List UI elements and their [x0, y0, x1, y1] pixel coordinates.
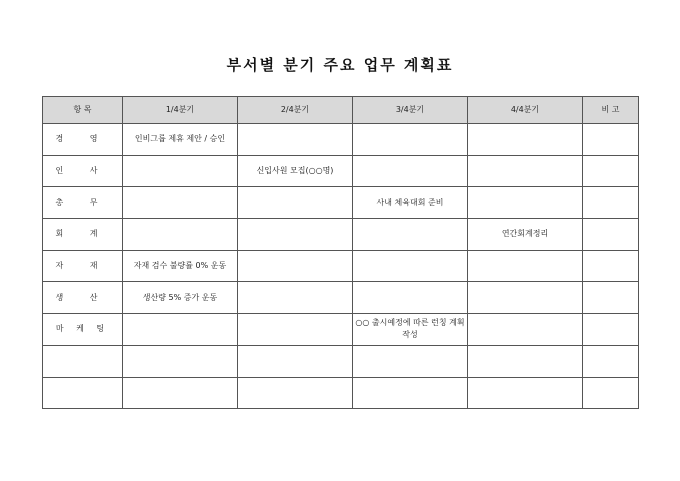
table-row	[43, 219, 639, 251]
cell-remarks	[583, 377, 639, 409]
cell-q4	[468, 345, 583, 377]
cell-q4: 연간회계정리	[468, 219, 583, 251]
cell-q1: 생산량 5% 증가 운동	[123, 282, 238, 314]
header-q4: 4/4분기	[468, 97, 583, 124]
document-title: 부서별 분기 주요 업무 계획표	[226, 56, 454, 74]
cell-remarks	[583, 250, 639, 282]
cell-q4	[468, 377, 583, 409]
cell-remarks	[583, 187, 639, 219]
plan-table	[42, 96, 639, 409]
table-row	[43, 250, 639, 282]
table-header-row	[43, 97, 639, 124]
cell-q1	[123, 187, 238, 219]
table-row	[43, 314, 639, 346]
cell-q2	[238, 314, 353, 346]
cell-q3: 사내 체육대회 준비	[353, 187, 468, 219]
cell-q4	[468, 124, 583, 156]
cell-remarks	[583, 345, 639, 377]
table-row	[43, 377, 639, 409]
table-row	[43, 282, 639, 314]
cell-q3	[353, 219, 468, 251]
cell-q2	[238, 345, 353, 377]
cell-remarks	[583, 124, 639, 156]
cell-q4	[468, 282, 583, 314]
cell-q2	[238, 219, 353, 251]
row-item	[43, 345, 123, 377]
table-row	[43, 155, 639, 187]
cell-q4	[468, 187, 583, 219]
cell-q1	[123, 155, 238, 187]
row-item: 인 사	[43, 155, 123, 187]
cell-q1	[123, 377, 238, 409]
row-item: 경 영	[43, 124, 123, 156]
cell-q2	[238, 250, 353, 282]
cell-q3	[353, 345, 468, 377]
cell-q4	[468, 250, 583, 282]
header-remarks: 비 고	[583, 97, 639, 124]
cell-q2	[238, 377, 353, 409]
cell-q3	[353, 377, 468, 409]
cell-q2	[238, 187, 353, 219]
header-q2: 2/4분기	[238, 97, 353, 124]
table-row	[43, 124, 639, 156]
row-item: 생 산	[43, 282, 123, 314]
row-item	[43, 377, 123, 409]
header-q3: 3/4분기	[353, 97, 468, 124]
cell-q1	[123, 345, 238, 377]
cell-remarks	[583, 282, 639, 314]
row-item: 마 케 팅	[43, 314, 123, 346]
table-row	[43, 187, 639, 219]
cell-q1	[123, 219, 238, 251]
cell-q4	[468, 314, 583, 346]
cell-q1: 자재 검수 불량률 0% 운동	[123, 250, 238, 282]
row-item: 회 계	[43, 219, 123, 251]
header-q1: 1/4분기	[123, 97, 238, 124]
header-item: 항 목	[43, 97, 123, 124]
cell-q4	[468, 155, 583, 187]
row-item: 자 재	[43, 250, 123, 282]
cell-q1: 인비그룹 제휴 제안 / 승인	[123, 124, 238, 156]
row-item: 총 무	[43, 187, 123, 219]
cell-remarks	[583, 155, 639, 187]
cell-q3	[353, 124, 468, 156]
cell-remarks	[583, 219, 639, 251]
cell-q1	[123, 314, 238, 346]
cell-q2	[238, 124, 353, 156]
cell-remarks	[583, 314, 639, 346]
cell-q3: ○○ 출시예정에 따른 런칭 계획 작성	[353, 314, 468, 346]
cell-q2: 신입사원 모집(○○명)	[238, 155, 353, 187]
cell-q2	[238, 282, 353, 314]
cell-q3	[353, 250, 468, 282]
table-row	[43, 345, 639, 377]
cell-q3	[353, 155, 468, 187]
cell-q3	[353, 282, 468, 314]
